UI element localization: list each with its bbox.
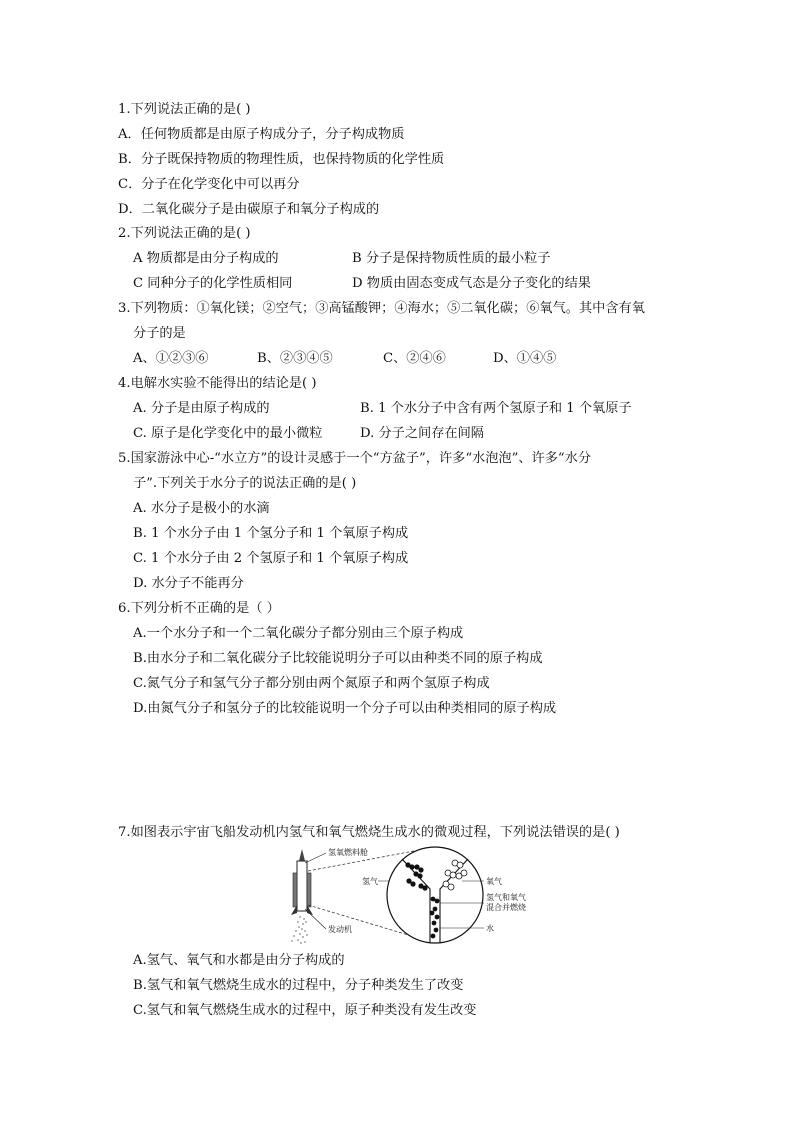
q1-stem: 1.下列说法正确的是( ) [118, 102, 251, 117]
q5-option-d: D. 水分子不能再分 [133, 576, 244, 591]
rocket-icon [291, 849, 313, 915]
magnified-view [387, 847, 483, 943]
q5-stem-line1: 5.国家游泳中心-“水立方”的设计灵感于一个“方盆子”，许多“水泡泡”、许多“水分 [118, 451, 592, 466]
q1-option-a: A．任何物质都是由原子构成分子，分子构成物质 [118, 127, 405, 142]
q2-option-b: B 分子是保持物质性质的最小粒子 [352, 251, 551, 266]
q1-option-d: D．二氧化碳分子是由碳原子和氧分子构成的 [118, 202, 380, 217]
q6-option-c: C.氮气分子和氢气分子都分别由两个氮原子和两个氢原子构成 [133, 676, 490, 691]
label-mix-line1: 氢气和氧气 [486, 893, 526, 902]
exhaust-plume [291, 916, 308, 944]
q2-option-d: D 物质由固态变成气态是分子变化的结果 [352, 276, 591, 291]
q5-option-a: A. 水分子是极小的水滴 [133, 501, 270, 516]
q1-option-b: B．分子既保持物质的物理性质，也保持物质的化学性质 [118, 152, 445, 167]
label-engine: 发动机 [328, 925, 352, 934]
q2-option-c: C 同种分子的化学性质相同 [133, 276, 293, 291]
q6-option-d: D.由氮气分子和氢分子的比较能说明一个分子可以由种类相同的原子构成 [133, 701, 557, 716]
label-hydrogen: 氢气 [362, 877, 378, 886]
q4-option-a: A. 分子是由原子构成的 [133, 401, 270, 416]
q6-option-a: A.一个水分子和一个二氧化碳分子都分别由三个原子构成 [133, 626, 464, 641]
q7-option-a: A.氢气、氧气和水都是由分子构成的 [133, 953, 345, 968]
q6-stem: 6.下列分析不正确的是（ ） [118, 601, 280, 616]
q4-stem: 4.电解水实验不能得出的结论是( ) [118, 376, 317, 391]
q1-option-c: C．分子在化学变化中可以再分 [118, 177, 300, 192]
q3-option-d: D、①④⑤ [493, 351, 557, 366]
label-water: 水 [486, 924, 494, 933]
q7-option-b: B.氢气和氧气燃烧生成水的过程中，分子种类发生了改变 [133, 978, 464, 993]
q5-option-c: C. 1 个水分子由 2 个氢原子和 1 个氧原子构成 [133, 551, 409, 566]
q2-stem: 2.下列说法正确的是( ) [118, 226, 251, 241]
q5-stem-line2: 子”.下列关于水分子的说法正确的是( ) [133, 476, 357, 491]
q3-option-a: A、①②③⑥ [133, 351, 209, 366]
q5-option-b: B. 1 个水分子由 1 个氢分子和 1 个氧原子构成 [133, 526, 409, 541]
q7-stem: 7.如图表示宇宙飞船发动机内氢气和氧气燃烧生成水的微观过程，下列说法错误的是( ) [118, 825, 620, 840]
q4-option-d: D. 分子之间存在间隔 [360, 426, 484, 441]
label-mix-line2: 混合并燃烧 [486, 903, 526, 912]
q6-option-b: B.由水分子和二氧化碳分子比较能说明分子可以由种类不同的原子构成 [133, 651, 543, 666]
q3-stem-line1: 3.下列物质：①氧化镁；②空气；③高锰酸钾；④海水；⑤二氧化碳；⑥氧气。其中含有氧 [118, 301, 645, 316]
label-oxygen: 氧气 [486, 877, 502, 886]
q3-stem-line2: 分子的是 [133, 326, 186, 341]
q4-option-c: C. 原子是化学变化中的最小微粒 [133, 426, 323, 441]
q3-option-c: C、②④⑥ [383, 351, 446, 366]
q7-option-c: C.氢气和氧气燃烧生成水的过程中，原子种类没有发生改变 [133, 1003, 477, 1018]
q2-option-a: A 物质都是由分子构成的 [133, 251, 279, 266]
label-fuel-tank: 氢氧燃料舱 [328, 848, 368, 857]
q3-option-b: B、②③④⑤ [257, 351, 333, 366]
q4-option-b: B. 1 个水分子中含有两个氢原子和 1 个氧原子 [360, 401, 632, 416]
rocket-engine-figure [280, 843, 550, 945]
